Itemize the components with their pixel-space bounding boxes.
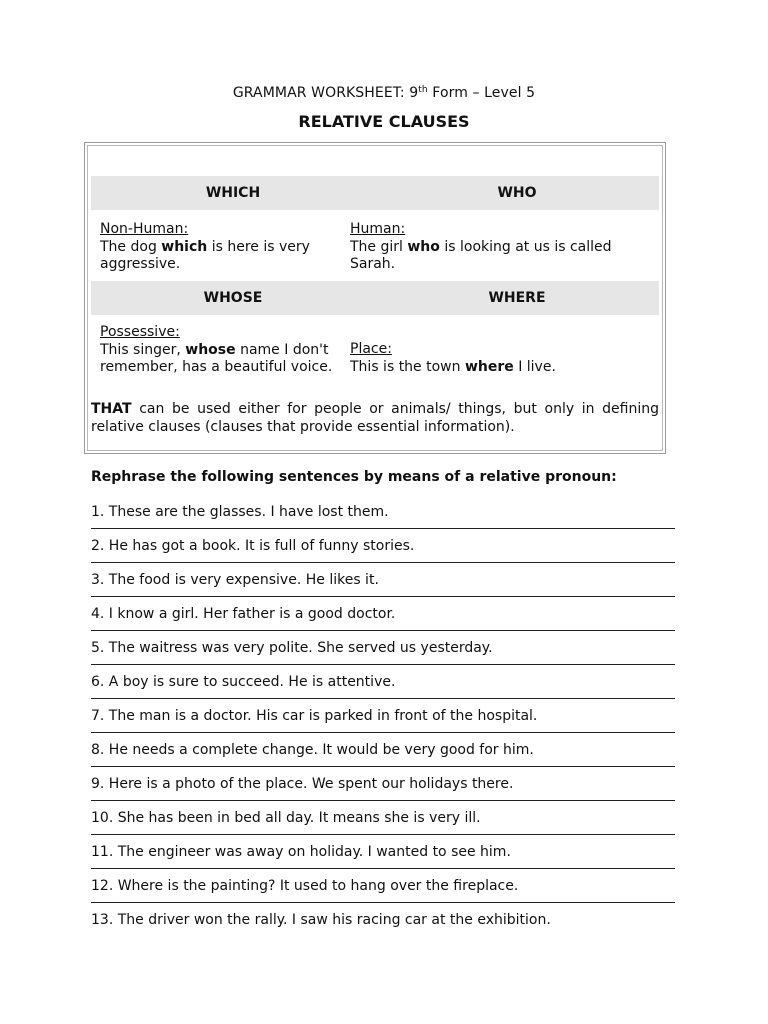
- answer-line[interactable]: [91, 766, 675, 767]
- answer-line[interactable]: [91, 596, 675, 597]
- page-title: RELATIVE CLAUSES: [298, 112, 470, 131]
- exercise-sentence: 9. Here is a photo of the place. We spent our holidays there.: [91, 776, 514, 792]
- cell-whose-example: [100, 324, 336, 377]
- exercise-sentence: 2. He has got a book. It is full of funny stories.: [91, 538, 415, 554]
- exercise-sentence: 3. The food is very expensive. He likes it.: [91, 572, 379, 588]
- exercise-sentence: 12. Where is the painting? It used to hang over the fireplace.: [91, 878, 519, 894]
- subtitle-prefix: GRAMMAR WORKSHEET: 9: [232, 85, 419, 101]
- exercise-sentence: 8. He needs a complete change. It would be very good for him.: [91, 742, 534, 758]
- label-non-human: Non-Human:: [100, 221, 189, 237]
- exercise-item: [91, 572, 675, 606]
- exercise-item: [91, 504, 675, 538]
- table-header-row-2: [91, 281, 659, 315]
- exercise-item: [91, 674, 675, 708]
- exercise-item: [91, 742, 675, 776]
- answer-line[interactable]: [91, 834, 675, 835]
- example-text: is here is very aggressive.: [100, 238, 310, 272]
- exercise-item: [91, 878, 675, 912]
- example-text: name I don't remember, has a beautiful voice.: [100, 341, 333, 375]
- worksheet-subtitle: [0, 85, 768, 101]
- cell-where-example: [350, 341, 620, 376]
- pronoun-where: where: [464, 358, 514, 375]
- exercise-sentence: 13. The driver won the rally. I saw his racing car at the exhibition.: [91, 912, 551, 928]
- example-text: This is the town: [350, 358, 465, 375]
- exercise-item: [91, 912, 675, 946]
- exercise-item: [91, 640, 675, 674]
- pronoun-whose: whose: [185, 341, 236, 358]
- exercise-sentence: 11. The engineer was away on holiday. I wanted to see him.: [91, 844, 511, 860]
- pronoun-who: who: [407, 238, 440, 255]
- exercise-sentence: 10. She has been in bed all day. It means she is very ill.: [91, 810, 481, 826]
- label-human: Human:: [350, 221, 406, 237]
- answer-line[interactable]: [91, 630, 675, 631]
- example-text: This singer,: [100, 341, 186, 358]
- example-text: is looking at us is called Sarah.: [350, 238, 612, 272]
- label-possessive: Possessive:: [100, 324, 180, 340]
- pronoun-which: which: [161, 238, 208, 255]
- exercise-instructions: Rephrase the following sentences by means of a relative pronoun:: [91, 469, 617, 485]
- exercise-item: [91, 844, 675, 878]
- subtitle-superscript: th: [418, 85, 428, 95]
- answer-line[interactable]: [91, 664, 675, 665]
- answer-line[interactable]: [91, 800, 675, 801]
- example-text: I live.: [513, 358, 556, 375]
- that-note-text: can be used either for people or animals/ things, but only in defining relative clauses (clauses that provide essential information).: [91, 401, 659, 435]
- answer-line[interactable]: [91, 902, 675, 903]
- example-text: The dog: [100, 238, 162, 255]
- exercise-item: [91, 708, 675, 742]
- pronoun-that: THAT: [91, 401, 132, 417]
- exercise-item: [91, 810, 675, 844]
- exercise-item: [91, 538, 675, 572]
- answer-line[interactable]: [91, 732, 675, 733]
- header-where: WHERE: [488, 290, 546, 306]
- cell-who-example: [350, 221, 620, 274]
- that-usage-note: [91, 401, 659, 436]
- header-which: WHICH: [205, 185, 261, 201]
- answer-line[interactable]: [91, 698, 675, 699]
- cell-which-example: [100, 221, 336, 274]
- exercise-sentence: 1. These are the glasses. I have lost them.: [91, 504, 389, 520]
- header-who: WHO: [497, 185, 537, 201]
- exercise-sentence: 4. I know a girl. Her father is a good doctor.: [91, 606, 396, 622]
- exercise-sentence: 7. The man is a doctor. His car is parked in front of the hospital.: [91, 708, 538, 724]
- table-header-row-1: [91, 176, 659, 210]
- answer-line[interactable]: [91, 868, 675, 869]
- header-whose: WHOSE: [203, 290, 263, 306]
- exercise-sentence: 5. The waitress was very polite. She served us yesterday.: [91, 640, 493, 656]
- exercise-sentence: 6. A boy is sure to succeed. He is attentive.: [91, 674, 396, 690]
- subtitle-suffix: Form – Level 5: [427, 85, 536, 101]
- exercise-item: [91, 776, 675, 810]
- example-text: The girl: [350, 238, 408, 255]
- answer-line[interactable]: [91, 528, 675, 529]
- exercise-item: [91, 606, 675, 640]
- answer-line[interactable]: [91, 562, 675, 563]
- label-place: Place:: [350, 341, 392, 357]
